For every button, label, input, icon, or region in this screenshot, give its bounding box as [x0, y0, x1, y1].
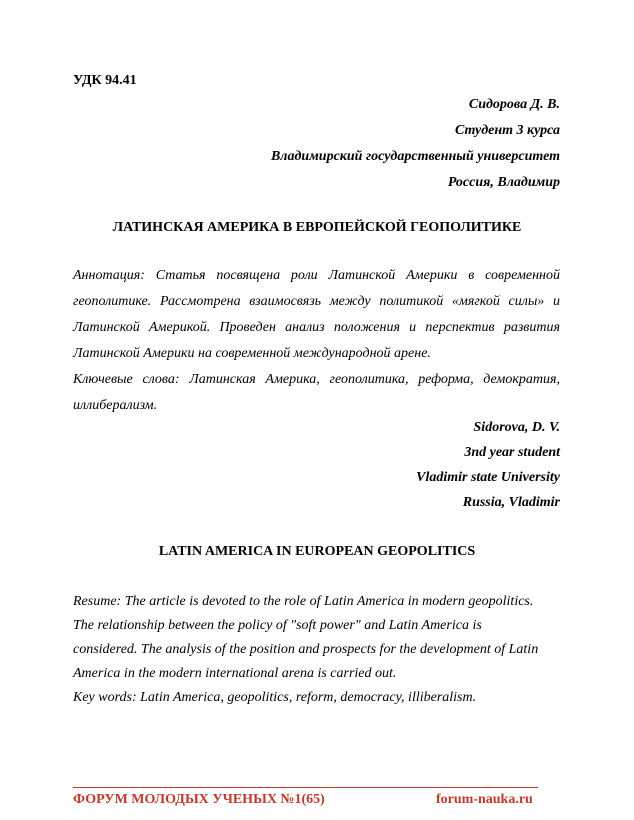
- en-author-university: Vladimir state University: [416, 470, 560, 485]
- footer-site-link[interactable]: forum-nauka.ru: [436, 792, 533, 807]
- en-abstract-line: The relationship between the policy of "soft power" and Latin America is: [73, 618, 482, 633]
- ru-abstract: Аннотация: Статья посвящена роли Латинской Америки в современной геополитике. Рассмотрена взаимосвязь между политикой «мягкой силы» и Латинской Америкой. Проведен анализ положения и перспектив развития Латинской Америки на современной международной арене.: [73, 268, 560, 361]
- en-abstract: [73, 590, 560, 686]
- ru-author-location: Россия, Владимир: [447, 175, 560, 190]
- en-abstract-line: America in the modern international arena is carried out.: [73, 666, 397, 681]
- ru-author-position: Студент 3 курса: [454, 123, 560, 138]
- en-author-location: Russia, Vladimir: [462, 495, 560, 510]
- ru-article-title: ЛАТИНСКАЯ АМЕРИКА В ЕВРОПЕЙСКОЙ ГЕОПОЛИТИКЕ: [112, 220, 522, 235]
- en-author-name: Sidorova, D. V.: [473, 420, 560, 435]
- en-author-position: 3nd year student: [464, 445, 560, 460]
- en-abstract-line: considered. The analysis of the position and prospects for the development of Latin: [73, 642, 539, 657]
- en-keywords: Key words: Latin America, geopolitics, reform, democracy, illiberalism.: [73, 690, 477, 705]
- footer-journal: ФОРУМ МОЛОДЫХ УЧЕНЫХ №1(65): [73, 792, 325, 807]
- ru-author-name: Сидорова Д. В.: [468, 97, 560, 112]
- udk-code: УДК 94.41: [73, 73, 137, 88]
- en-article-title: LATIN AMERICA IN EUROPEAN GEOPOLITICS: [158, 544, 476, 559]
- footer-divider: [73, 787, 538, 788]
- ru-author-university: Владимирский государственный университет: [270, 149, 560, 164]
- en-abstract-line: Resume: The article is devoted to the role of Latin America in modern geopolitics.: [73, 594, 534, 609]
- ru-keywords: Ключевые слова: Латинская Америка, геополитика, реформа, демократия, иллиберализм.: [73, 372, 560, 413]
